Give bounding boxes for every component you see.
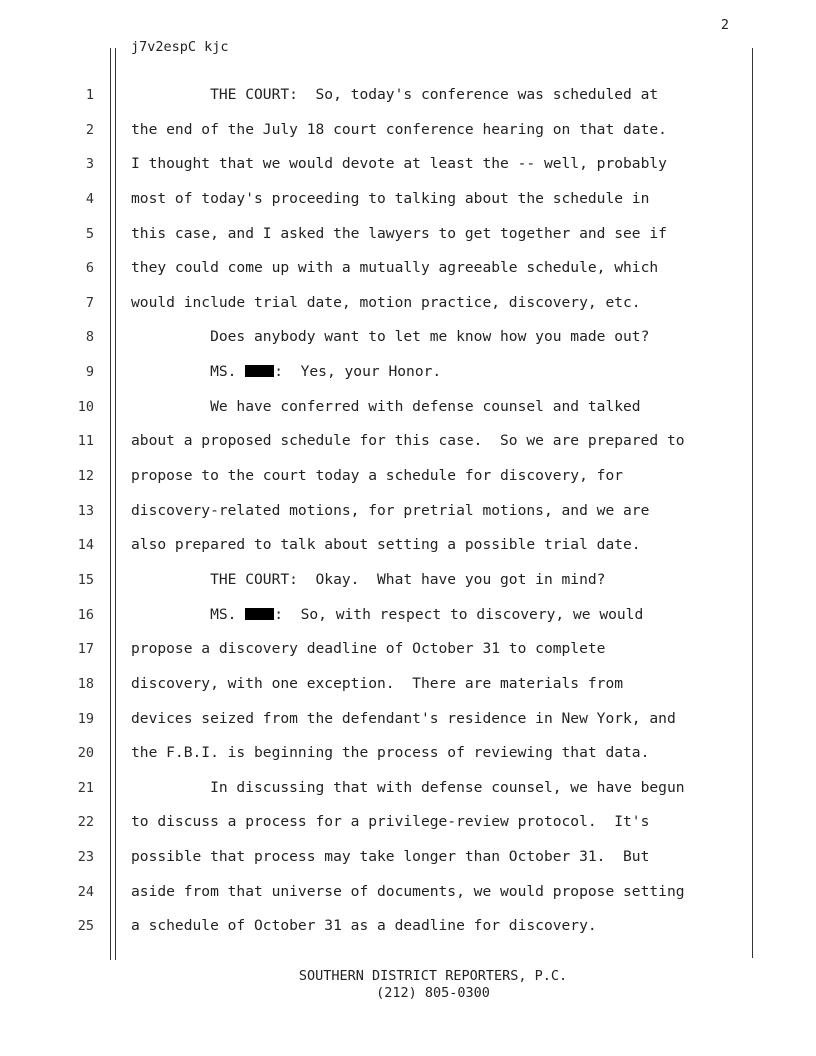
- line-text: [131, 567, 605, 593]
- line-text: [131, 844, 649, 870]
- transcript-line: [0, 117, 816, 152]
- transcript-line: [0, 463, 816, 498]
- text-segment: a schedule of October 31 as a deadline for discovery.: [131, 917, 597, 935]
- text-segment: : So, with respect to discovery, we would: [274, 605, 644, 623]
- line-text: [131, 671, 623, 697]
- line-number: 22: [77, 814, 94, 831]
- line-text: [131, 532, 641, 558]
- line-text: [131, 775, 685, 801]
- text-segment: MS.: [131, 605, 246, 623]
- transcript-line: [0, 636, 816, 671]
- transcript-line: [0, 775, 816, 810]
- line-number: 23: [77, 849, 94, 866]
- line-text: [131, 151, 667, 177]
- text-segment: aside from that universe of documents, we would propose setting: [131, 882, 685, 900]
- text-segment: I thought that we would devote at least the -- well, probably: [131, 155, 667, 173]
- footer-reporter-name: SOUTHERN DISTRICT REPORTERS, P.C.: [298, 968, 568, 984]
- line-number: 10: [77, 398, 94, 415]
- line-number: 13: [77, 502, 94, 519]
- line-text: [131, 428, 685, 454]
- line-number: 16: [77, 606, 94, 623]
- line-number: 8: [85, 329, 94, 346]
- line-text: [131, 255, 658, 281]
- line-number: 18: [77, 675, 94, 692]
- text-segment: would include trial date, motion practice, discovery, etc.: [131, 293, 641, 311]
- text-segment: they could come up with a mutually agreeable schedule, which: [131, 259, 659, 277]
- transcript-line: [0, 913, 816, 948]
- line-number: 12: [77, 468, 94, 485]
- transcript-line: [0, 706, 816, 741]
- text-segment: THE COURT: So, today's conference was scheduled at: [131, 86, 659, 103]
- transcript-line: [0, 567, 816, 602]
- line-text: [131, 809, 649, 835]
- transcript-line: [0, 740, 816, 775]
- line-text: [131, 117, 667, 143]
- transcript-line: [0, 186, 816, 221]
- transcript-line: [0, 324, 816, 359]
- line-text: [131, 602, 643, 628]
- line-text: [131, 186, 649, 212]
- transcript-line: [0, 255, 816, 290]
- transcript-line: [0, 671, 816, 706]
- line-number: 20: [77, 745, 94, 762]
- page-number: 2: [720, 17, 729, 33]
- line-text: [131, 290, 641, 316]
- text-segment: MS.: [131, 363, 246, 381]
- line-text: [131, 706, 676, 732]
- line-number: 17: [77, 641, 94, 658]
- text-segment: the F.B.I. is beginning the process of reviewing that data.: [131, 744, 650, 762]
- footer-phone: (212) 805-0300: [376, 985, 490, 1001]
- line-text: [131, 636, 605, 662]
- text-segment: propose a discovery deadline of October 31 to complete: [131, 640, 606, 658]
- text-segment: discovery-related motions, for pretrial motions, and we are: [131, 501, 650, 519]
- line-text: [131, 879, 685, 905]
- line-number: 25: [77, 918, 94, 935]
- header-code: j7v2espC kjc: [131, 39, 229, 55]
- line-number: 9: [85, 364, 94, 381]
- footer: [0, 968, 816, 1002]
- line-number: 2: [85, 121, 94, 138]
- transcript-body: [0, 82, 816, 948]
- line-number: 14: [77, 537, 94, 554]
- line-text: [131, 221, 667, 247]
- transcript-line: [0, 809, 816, 844]
- text-segment: to discuss a process for a privilege-review protocol. It's: [131, 813, 650, 831]
- transcript-line: [0, 428, 816, 463]
- text-segment: We have conferred with defense counsel and talked: [131, 397, 641, 415]
- text-segment: In discussing that with defense counsel, we have begun: [131, 778, 685, 796]
- line-text: [131, 394, 641, 420]
- transcript-line: [0, 290, 816, 325]
- text-segment: this case, and I asked the lawyers to get together and see if: [131, 224, 667, 242]
- transcript-line: [0, 221, 816, 256]
- transcript-line: [0, 532, 816, 567]
- transcript-line: [0, 844, 816, 879]
- transcript-line: [0, 879, 816, 914]
- line-number: 21: [77, 779, 94, 796]
- line-number: 11: [77, 433, 94, 450]
- text-segment: devices seized from the defendant's residence in New York, and: [131, 709, 676, 727]
- text-segment: also prepared to talk about setting a possible trial date.: [131, 536, 641, 554]
- text-segment: Does anybody want to let me know how you made out?: [131, 328, 650, 346]
- transcript-line: [0, 82, 816, 117]
- line-number: 19: [77, 710, 94, 727]
- text-segment: the end of the July 18 court conference hearing on that date.: [131, 120, 667, 138]
- transcript-line: [0, 602, 816, 637]
- line-text: [131, 463, 623, 489]
- transcript-line: [0, 151, 816, 186]
- line-number: 15: [77, 571, 94, 588]
- redaction-block: [245, 365, 274, 377]
- transcript-line: [0, 359, 816, 394]
- text-segment: most of today's proceeding to talking about the schedule in: [131, 189, 650, 207]
- line-number: 3: [85, 156, 94, 173]
- text-segment: about a proposed schedule for this case. So we are prepared to: [131, 432, 685, 450]
- line-text: [131, 82, 658, 108]
- text-segment: possible that process may take longer than October 31. But: [131, 848, 650, 866]
- line-text: [131, 498, 649, 524]
- line-number: 4: [85, 190, 94, 207]
- line-text: [131, 324, 649, 350]
- transcript-line: [0, 498, 816, 533]
- line-text: [131, 359, 441, 385]
- text-segment: : Yes, your Honor.: [274, 363, 442, 381]
- line-text: [131, 740, 649, 766]
- line-number: 7: [85, 294, 94, 311]
- redaction-block: [245, 608, 274, 620]
- line-number: 1: [85, 87, 94, 103]
- line-text: [131, 913, 597, 939]
- text-segment: propose to the court today a schedule for discovery, for: [131, 467, 624, 485]
- text-segment: THE COURT: Okay. What have you got in mind?: [131, 570, 606, 588]
- transcript-line: [0, 394, 816, 429]
- line-number: 24: [77, 883, 94, 900]
- text-segment: discovery, with one exception. There are materials from: [131, 674, 624, 692]
- line-number: 6: [85, 260, 94, 277]
- line-number: 5: [85, 225, 94, 242]
